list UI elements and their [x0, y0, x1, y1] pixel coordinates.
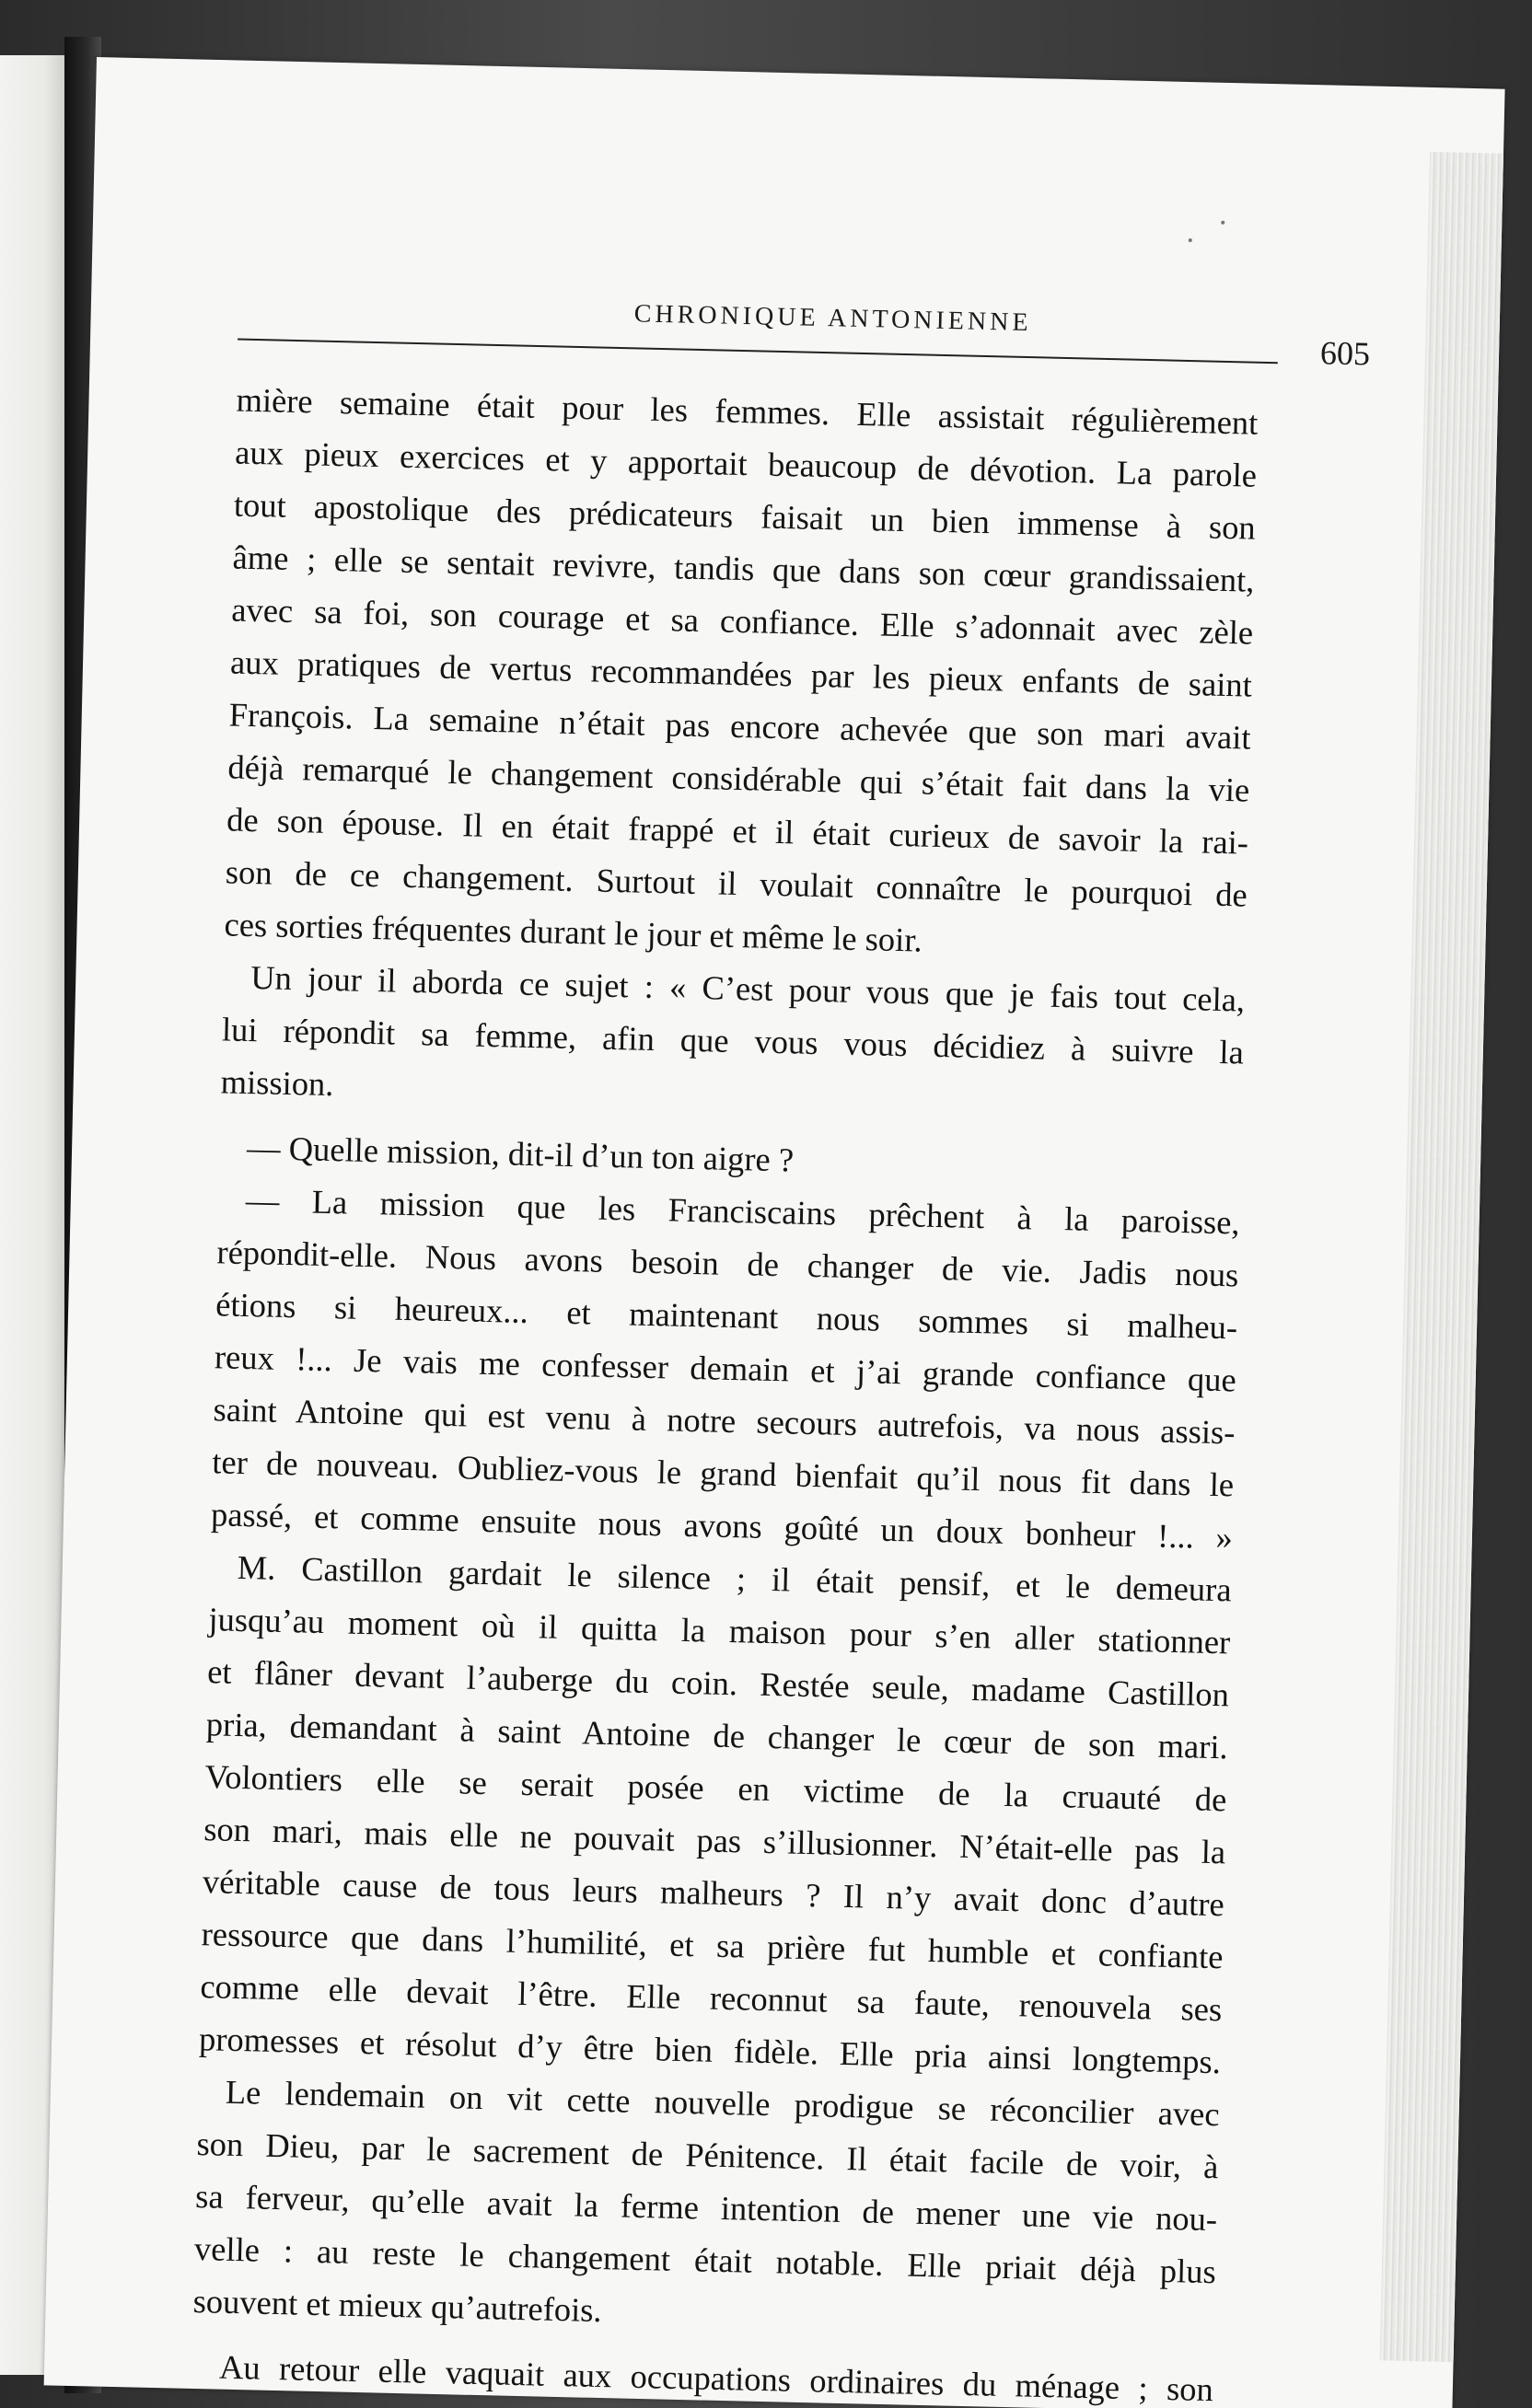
text-line: — Quelle mission, dit-il d’un ton aigre ? — [246, 1129, 795, 1179]
running-head-title: CHRONIQUE ANTONIENNE — [633, 299, 1032, 338]
text-line: aux pratiques de vertus recommandées par les pieux enfants de saint — [229, 643, 1253, 704]
text-line: de son épouse. Il en était frappé et il était curieux de savoir la rai- — [226, 800, 1249, 862]
text-line: avec sa foi, son courage et sa confiance. Elle s’adonnait avec zèle — [230, 590, 1254, 652]
text-line: reux !... Je vais me confesser demain et j’ai grande confiance que — [214, 1337, 1237, 1399]
text-line: mière semaine était pour les femmes. Elle assistait régulièrement — [236, 380, 1259, 442]
text-line: promesses et résolut d’y être bien fidèle. Elle pria ainsi longtemps. — [198, 2020, 1222, 2081]
text-line: passé, et comme ensuite nous avons goûté un doux bonheur !... » — [210, 1495, 1234, 1557]
text-block — [191, 291, 1371, 2408]
text-line: son mari, mais elle ne pouvait pas s’illusionner. N’était-elle pas la — [203, 1810, 1226, 1871]
text-line: Volontiers elle se serait posée en victime de la cruauté de — [204, 1757, 1227, 1819]
page-stack-edge — [1380, 152, 1503, 2362]
text-line: étions si heureux... et maintenant nous sommes si malheu- — [215, 1285, 1238, 1347]
text-line: mission. — [220, 1062, 334, 1104]
text-line: son Dieu, par le sacrement de Pénitence. Il était facile de voir, à — [196, 2124, 1219, 2186]
text-line: Un jour il aborda ce sujet : « C’est pour vous que je fais tout cela, — [250, 958, 1246, 1019]
dust-speck — [1189, 238, 1192, 242]
text-line: velle : au reste le changement était notable. Elle priait déjà plus — [193, 2229, 1217, 2291]
header-rule — [238, 339, 1278, 365]
text-line: souvent et mieux qu’autrefois. — [192, 2282, 603, 2330]
text-line: sa ferveur, qu’elle avait la ferme intention de mener une vie nou- — [194, 2177, 1218, 2239]
text-line: ressource que dans l’humilité, et sa prière fut humble et confiante — [201, 1915, 1224, 1976]
text-line: saint Antoine qui est venu à notre secours autrefois, va nous assis- — [213, 1390, 1236, 1452]
text-line: ces sorties fréquentes durant le jour et même le soir. — [224, 905, 923, 959]
text-line: âme ; elle se sentait revivre, tandis que dans son cœur grandissaient, — [232, 538, 1255, 599]
text-line: lui répondit sa femme, afin que vous vous décidiez à suivre la — [221, 1010, 1245, 1071]
text-line: M. Castillon gardait le silence ; il était pensif, et le demeura — [237, 1547, 1233, 1609]
text-line: répondit-elle. Nous avons besoin de changer de vie. Jadis nous — [216, 1233, 1239, 1294]
text-line: véritable cause de tous leurs malheurs ? Il n’y avait donc d’autre — [202, 1862, 1225, 1924]
text-line: son de ce changement. Surtout il voulait connaître le pourquoi de — [225, 852, 1248, 914]
page-number: 605 — [1319, 334, 1371, 373]
text-line: Au retour elle vaquait aux occupations ordinaires du ménage ; son — [218, 2347, 1214, 2408]
running-head — [238, 291, 1371, 381]
text-line: comme elle devait l’être. Elle reconnut sa faute, renouvela ses — [200, 1967, 1223, 2029]
text-line: aux pieux exercices et y apportait beaucoup de dévotion. La parole — [234, 433, 1258, 494]
text-line: Le lendemain on vit cette nouvelle prodigue se réconcilier avec — [225, 2072, 1221, 2134]
text-line: déjà remarqué le changement considérable qui s’était fait dans la vie — [227, 747, 1250, 809]
text-line: jusqu’au moment où il quitta la maison pour s’en aller stationner — [208, 1600, 1231, 1661]
text-line: pria, demandant à saint Antoine de changer le cœur de son mari. — [205, 1705, 1229, 1766]
text-line: François. La semaine n’était pas encore achevée que son mari avait — [228, 695, 1252, 757]
text-line: ter de nouveau. Oubliez-vous le grand bienfait qu’il nous fit dans le — [211, 1442, 1235, 1504]
book-page — [44, 57, 1505, 2408]
text-line: et flâner devant l’auberge du coin. Restée seule, madame Castillon — [206, 1652, 1230, 1714]
body-text — [191, 374, 1359, 2408]
dust-speck — [1221, 221, 1224, 225]
text-line: tout apostolique des prédicateurs faisait un bien immense à son — [233, 485, 1257, 547]
text-line: — La mission que les Franciscains prêchent à la paroisse, — [245, 1180, 1241, 1242]
